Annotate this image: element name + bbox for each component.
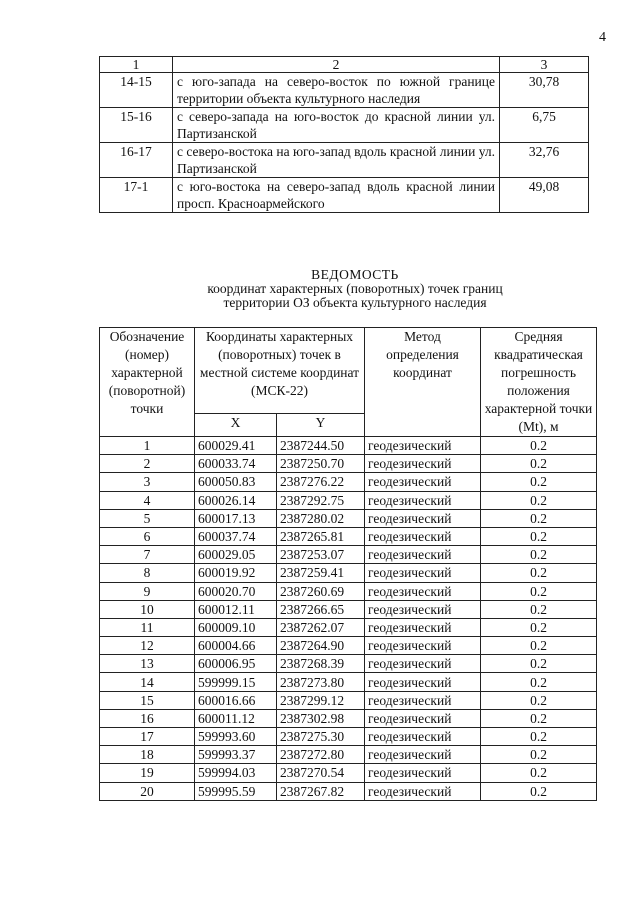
- coordinates-table: [99, 327, 597, 801]
- y-coordinate-cell: 2387292.75: [277, 491, 365, 509]
- length-cell: 49,08: [500, 178, 589, 213]
- y-coordinate-cell: 2387302.98: [277, 709, 365, 727]
- error-cell: 0.2: [481, 582, 597, 600]
- table-row: [100, 618, 597, 636]
- method-cell: геодезический: [365, 709, 481, 727]
- error-cell: 0.2: [481, 618, 597, 636]
- y-coordinate-cell: 2387280.02: [277, 509, 365, 527]
- table-row: [100, 108, 589, 143]
- point-number-cell: 6: [100, 527, 195, 545]
- table-row: [100, 527, 597, 545]
- error-cell: 0.2: [481, 691, 597, 709]
- y-coordinate-cell: 2387262.07: [277, 618, 365, 636]
- x-coordinate-cell: 599993.37: [195, 746, 277, 764]
- table-row: [100, 782, 597, 800]
- y-coordinate-cell: 2387273.80: [277, 673, 365, 691]
- column-header: 3: [500, 57, 589, 73]
- segment-cell: 17-1: [100, 178, 173, 213]
- y-coordinate-cell: 2387260.69: [277, 582, 365, 600]
- table-row: [100, 746, 597, 764]
- point-number-cell: 17: [100, 728, 195, 746]
- point-number-cell: 3: [100, 473, 195, 491]
- table-row: [100, 764, 597, 782]
- error-cell: 0.2: [481, 637, 597, 655]
- error-cell: 0.2: [481, 655, 597, 673]
- heading-line-2: координат характерных (поворотных) точек границ: [207, 281, 503, 296]
- statement-heading: [120, 268, 590, 310]
- point-number-cell: 8: [100, 564, 195, 582]
- table-row: [100, 637, 597, 655]
- point-number-cell: 20: [100, 782, 195, 800]
- point-number-cell: 11: [100, 618, 195, 636]
- error-cell: 0.2: [481, 455, 597, 473]
- segment-cell: 14-15: [100, 73, 173, 108]
- table-row: [100, 546, 597, 564]
- method-cell: геодезический: [365, 618, 481, 636]
- point-number-cell: 2: [100, 455, 195, 473]
- point-number-cell: 13: [100, 655, 195, 673]
- table-row: [100, 437, 597, 455]
- x-coordinate-cell: 599993.60: [195, 728, 277, 746]
- method-cell: геодезический: [365, 746, 481, 764]
- x-coordinate-cell: 600037.74: [195, 527, 277, 545]
- x-coordinate-cell: 600029.41: [195, 437, 277, 455]
- x-coordinate-cell: 600016.66: [195, 691, 277, 709]
- method-cell: геодезический: [365, 691, 481, 709]
- y-coordinate-cell: 2387270.54: [277, 764, 365, 782]
- method-cell: геодезический: [365, 527, 481, 545]
- method-cell: геодезический: [365, 655, 481, 673]
- x-coordinate-cell: 600033.74: [195, 455, 277, 473]
- point-number-cell: 7: [100, 546, 195, 564]
- method-cell: геодезический: [365, 437, 481, 455]
- point-number-cell: 19: [100, 764, 195, 782]
- y-coordinate-cell: 2387250.70: [277, 455, 365, 473]
- point-number-cell: 9: [100, 582, 195, 600]
- table-row: [100, 600, 597, 618]
- error-cell: 0.2: [481, 600, 597, 618]
- error-cell: 0.2: [481, 782, 597, 800]
- table-header-row: [100, 328, 597, 414]
- x-coordinate-cell: 600019.92: [195, 564, 277, 582]
- heading-title: ВЕДОМОСТЬ: [311, 267, 399, 282]
- x-coordinate-cell: 600020.70: [195, 582, 277, 600]
- header-x: X: [195, 414, 277, 437]
- segment-cell: 16-17: [100, 143, 173, 178]
- error-cell: 0.2: [481, 709, 597, 727]
- segment-cell: 15-16: [100, 108, 173, 143]
- x-coordinate-cell: 600026.14: [195, 491, 277, 509]
- error-cell: 0.2: [481, 764, 597, 782]
- table-row: [100, 178, 589, 213]
- y-coordinate-cell: 2387276.22: [277, 473, 365, 491]
- table-row: [100, 564, 597, 582]
- header-error: Средняя квадратическая погрешность положения характерной точки (Mt), м: [481, 328, 597, 437]
- x-coordinate-cell: 600017.13: [195, 509, 277, 527]
- column-header: 2: [173, 57, 500, 73]
- y-coordinate-cell: 2387268.39: [277, 655, 365, 673]
- y-coordinate-cell: 2387253.07: [277, 546, 365, 564]
- length-cell: 32,76: [500, 143, 589, 178]
- y-coordinate-cell: 2387266.65: [277, 600, 365, 618]
- method-cell: геодезический: [365, 546, 481, 564]
- table-row: [100, 473, 597, 491]
- table-row: [100, 655, 597, 673]
- method-cell: геодезический: [365, 564, 481, 582]
- x-coordinate-cell: 600009.10: [195, 618, 277, 636]
- y-coordinate-cell: 2387265.81: [277, 527, 365, 545]
- header-coordinates: Координаты характерных (поворотных) точек в местной системе координат (МСК-22): [195, 328, 365, 414]
- point-number-cell: 1: [100, 437, 195, 455]
- table-row: [100, 709, 597, 727]
- y-coordinate-cell: 2387272.80: [277, 746, 365, 764]
- table-row: [100, 582, 597, 600]
- point-number-cell: 10: [100, 600, 195, 618]
- error-cell: 0.2: [481, 473, 597, 491]
- method-cell: геодезический: [365, 782, 481, 800]
- page-number: 4: [599, 30, 606, 45]
- x-coordinate-cell: 600029.05: [195, 546, 277, 564]
- description-cell: с северо-востока на юго-запад вдоль красной линии ул. Партизанской: [173, 143, 500, 178]
- table-row: [100, 509, 597, 527]
- error-cell: 0.2: [481, 527, 597, 545]
- x-coordinate-cell: 599995.59: [195, 782, 277, 800]
- y-coordinate-cell: 2387259.41: [277, 564, 365, 582]
- point-number-cell: 5: [100, 509, 195, 527]
- error-cell: 0.2: [481, 491, 597, 509]
- x-coordinate-cell: 600006.95: [195, 655, 277, 673]
- method-cell: геодезический: [365, 509, 481, 527]
- y-coordinate-cell: 2387267.82: [277, 782, 365, 800]
- x-coordinate-cell: 600012.11: [195, 600, 277, 618]
- method-cell: геодезический: [365, 491, 481, 509]
- y-coordinate-cell: 2387264.90: [277, 637, 365, 655]
- table-row: [100, 728, 597, 746]
- error-cell: 0.2: [481, 728, 597, 746]
- coordinates-body: [100, 437, 597, 801]
- error-cell: 0.2: [481, 437, 597, 455]
- error-cell: 0.2: [481, 546, 597, 564]
- point-number-cell: 12: [100, 637, 195, 655]
- point-number-cell: 15: [100, 691, 195, 709]
- description-cell: с юго-востока на северо-запад вдоль красной линии просп. Красноармейского: [173, 178, 500, 213]
- method-cell: геодезический: [365, 764, 481, 782]
- point-number-cell: 4: [100, 491, 195, 509]
- header-method: Метод определения координат: [365, 328, 481, 437]
- x-coordinate-cell: 599994.03: [195, 764, 277, 782]
- table-row: [100, 73, 589, 108]
- error-cell: 0.2: [481, 746, 597, 764]
- method-cell: геодезический: [365, 637, 481, 655]
- method-cell: геодезический: [365, 473, 481, 491]
- error-cell: 0.2: [481, 673, 597, 691]
- point-number-cell: 18: [100, 746, 195, 764]
- error-cell: 0.2: [481, 564, 597, 582]
- y-coordinate-cell: 2387275.30: [277, 728, 365, 746]
- x-coordinate-cell: 600050.83: [195, 473, 277, 491]
- table-header-row: [100, 57, 589, 73]
- method-cell: геодезический: [365, 600, 481, 618]
- method-cell: геодезический: [365, 455, 481, 473]
- table-row: [100, 691, 597, 709]
- heading-line-3: территории ОЗ объекта культурного наследия: [223, 295, 487, 310]
- x-coordinate-cell: 600011.12: [195, 709, 277, 727]
- point-number-cell: 14: [100, 673, 195, 691]
- boundary-description-table: [99, 56, 589, 213]
- description-cell: с северо-запада на юго-восток до красной линии ул. Партизанской: [173, 108, 500, 143]
- method-cell: геодезический: [365, 728, 481, 746]
- header-designation: Обозначение (номер) характерной (поворотной) точки: [100, 328, 195, 437]
- x-coordinate-cell: 600004.66: [195, 637, 277, 655]
- error-cell: 0.2: [481, 509, 597, 527]
- point-number-cell: 16: [100, 709, 195, 727]
- length-cell: 6,75: [500, 108, 589, 143]
- table-row: [100, 673, 597, 691]
- table-row: [100, 455, 597, 473]
- x-coordinate-cell: 599999.15: [195, 673, 277, 691]
- method-cell: геодезический: [365, 582, 481, 600]
- table-row: [100, 491, 597, 509]
- column-header: 1: [100, 57, 173, 73]
- method-cell: геодезический: [365, 673, 481, 691]
- length-cell: 30,78: [500, 73, 589, 108]
- y-coordinate-cell: 2387299.12: [277, 691, 365, 709]
- y-coordinate-cell: 2387244.50: [277, 437, 365, 455]
- header-y: Y: [277, 414, 365, 437]
- description-cell: с юго-запада на северо-восток по южной границе территории объекта культурного наследия: [173, 73, 500, 108]
- table-row: [100, 143, 589, 178]
